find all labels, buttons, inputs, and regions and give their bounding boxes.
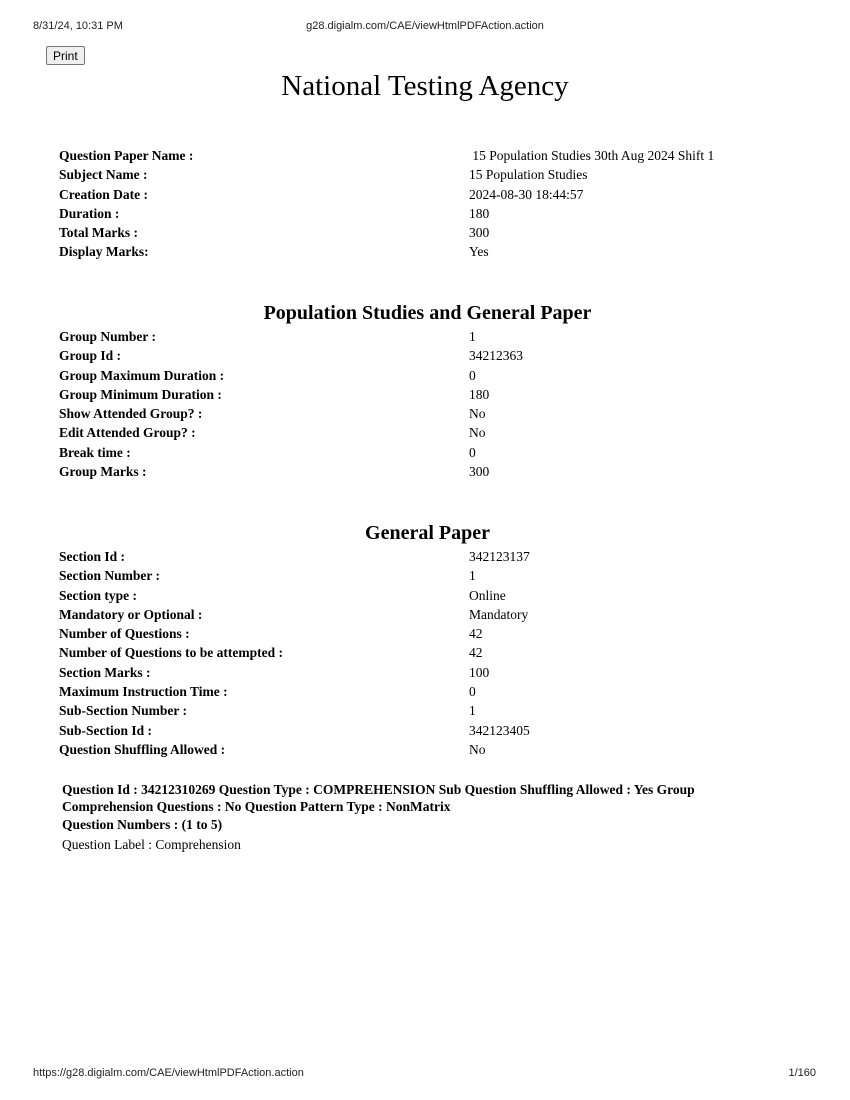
info-row-group-number: [59, 327, 799, 346]
info-value: 15 Population Studies: [469, 167, 588, 183]
info-row-duration: [59, 204, 799, 223]
info-row-creation-date: [59, 185, 799, 204]
info-label: Group Marks :: [59, 464, 147, 480]
info-value: 42: [469, 626, 483, 642]
info-row-show-attended-group: [59, 404, 799, 423]
question-block: [62, 782, 752, 853]
info-value: 15 Population Studies 30th Aug 2024 Shift 1: [469, 148, 715, 163]
info-row-questions-to-attempt: [59, 643, 799, 662]
group-info-table: [59, 327, 799, 481]
info-label: Total Marks :: [59, 225, 139, 241]
info-value: 180: [469, 205, 490, 221]
info-value: Yes: [469, 244, 489, 260]
info-value: 180: [469, 386, 490, 402]
info-row-total-marks: [59, 223, 799, 242]
question-numbers: Question Numbers : (1 to 5): [62, 817, 223, 832]
info-row-question-paper-name: [59, 146, 799, 165]
info-value: 100: [469, 664, 490, 680]
info-row-section-marks: [59, 663, 799, 682]
info-label: Creation Date :: [59, 186, 148, 202]
info-label: Sub-Section Number :: [59, 703, 188, 719]
info-label: Group Id :: [59, 348, 122, 364]
info-row-display-marks: [59, 242, 799, 261]
info-value: 1: [469, 568, 476, 584]
info-value: Online: [469, 587, 506, 603]
info-row-section-id: [59, 547, 799, 566]
info-label: Break time :: [59, 444, 131, 460]
info-value: 342123137: [469, 549, 530, 564]
info-value: 0: [469, 684, 476, 700]
info-value: 1: [469, 703, 476, 719]
info-row-question-shuffling: [59, 740, 799, 759]
info-label: Section Number :: [59, 568, 160, 584]
info-label: Section type :: [59, 587, 137, 603]
print-footer-url: https://g28.digialm.com/CAE/viewHtmlPDFAction.action: [33, 1067, 304, 1079]
info-label: Maximum Instruction Time :: [59, 684, 228, 700]
group-heading: Population Studies and General Paper: [263, 302, 592, 324]
info-label: Group Maximum Duration :: [59, 367, 225, 383]
info-value: No: [469, 741, 486, 757]
info-value: 2024-08-30 18:44:57: [469, 186, 584, 202]
info-label: Subject Name :: [59, 167, 148, 183]
print-datetime: 8/31/24, 10:31 PM: [33, 20, 123, 32]
info-row-mandatory-or-optional: [59, 605, 799, 624]
info-row-group-max-duration: [59, 366, 799, 385]
info-value: Mandatory: [469, 606, 529, 622]
info-value: 0: [469, 444, 476, 460]
info-value: No: [469, 425, 486, 441]
print-page-number: 1/160: [788, 1067, 816, 1079]
info-label: Section Id :: [59, 549, 126, 564]
print-button[interactable]: Print: [46, 46, 85, 65]
info-value: 34212363: [469, 348, 523, 364]
info-row-edit-attended-group: [59, 423, 799, 442]
info-value: 0: [469, 367, 476, 383]
info-label: Question Paper Name :: [59, 148, 194, 163]
info-value: No: [469, 406, 486, 422]
question-meta: Question Id : 34212310269 Question Type : COMPREHENSION Sub Question Shuffling Allowed : Yes Group Comprehension Questions : No Question Pattern Type : NonMatrix: [62, 782, 695, 814]
info-value: 300: [469, 464, 490, 480]
section-info-table: [59, 547, 799, 759]
info-row-number-of-questions: [59, 624, 799, 643]
info-label: Show Attended Group? :: [59, 406, 203, 422]
info-row-max-instruction-time: [59, 682, 799, 701]
info-label: Duration :: [59, 205, 120, 221]
info-label: Display Marks:: [59, 244, 149, 260]
info-label: Edit Attended Group? :: [59, 425, 196, 441]
info-value: 42: [469, 645, 483, 661]
info-label: Question Shuffling Allowed :: [59, 741, 226, 757]
info-row-group-id: [59, 346, 799, 365]
info-value: 342123405: [469, 722, 530, 738]
info-label: Group Minimum Duration :: [59, 386, 222, 402]
question-label: Question Label : Comprehension: [62, 836, 241, 852]
info-row-group-min-duration: [59, 385, 799, 404]
print-header-url: g28.digialm.com/CAE/viewHtmlPDFAction.action: [306, 20, 544, 32]
info-row-section-number: [59, 566, 799, 585]
info-row-break-time: [59, 443, 799, 462]
info-row-subject-name: [59, 165, 799, 184]
info-value: 300: [469, 225, 490, 241]
info-row-sub-section-id: [59, 721, 799, 740]
info-row-section-type: [59, 586, 799, 605]
info-row-sub-section-number: [59, 701, 799, 720]
info-value: 1: [469, 329, 476, 344]
info-row-group-marks: [59, 462, 799, 481]
page-title: National Testing Agency: [281, 70, 569, 102]
info-label: Mandatory or Optional :: [59, 606, 203, 622]
info-label: Section Marks :: [59, 664, 151, 680]
paper-info-table: [59, 146, 799, 262]
info-label: Number of Questions :: [59, 626, 190, 642]
info-label: Sub-Section Id :: [59, 722, 153, 738]
info-label: Group Number :: [59, 329, 157, 344]
info-label: Number of Questions to be attempted :: [59, 645, 283, 661]
section-heading: General Paper: [365, 522, 490, 544]
